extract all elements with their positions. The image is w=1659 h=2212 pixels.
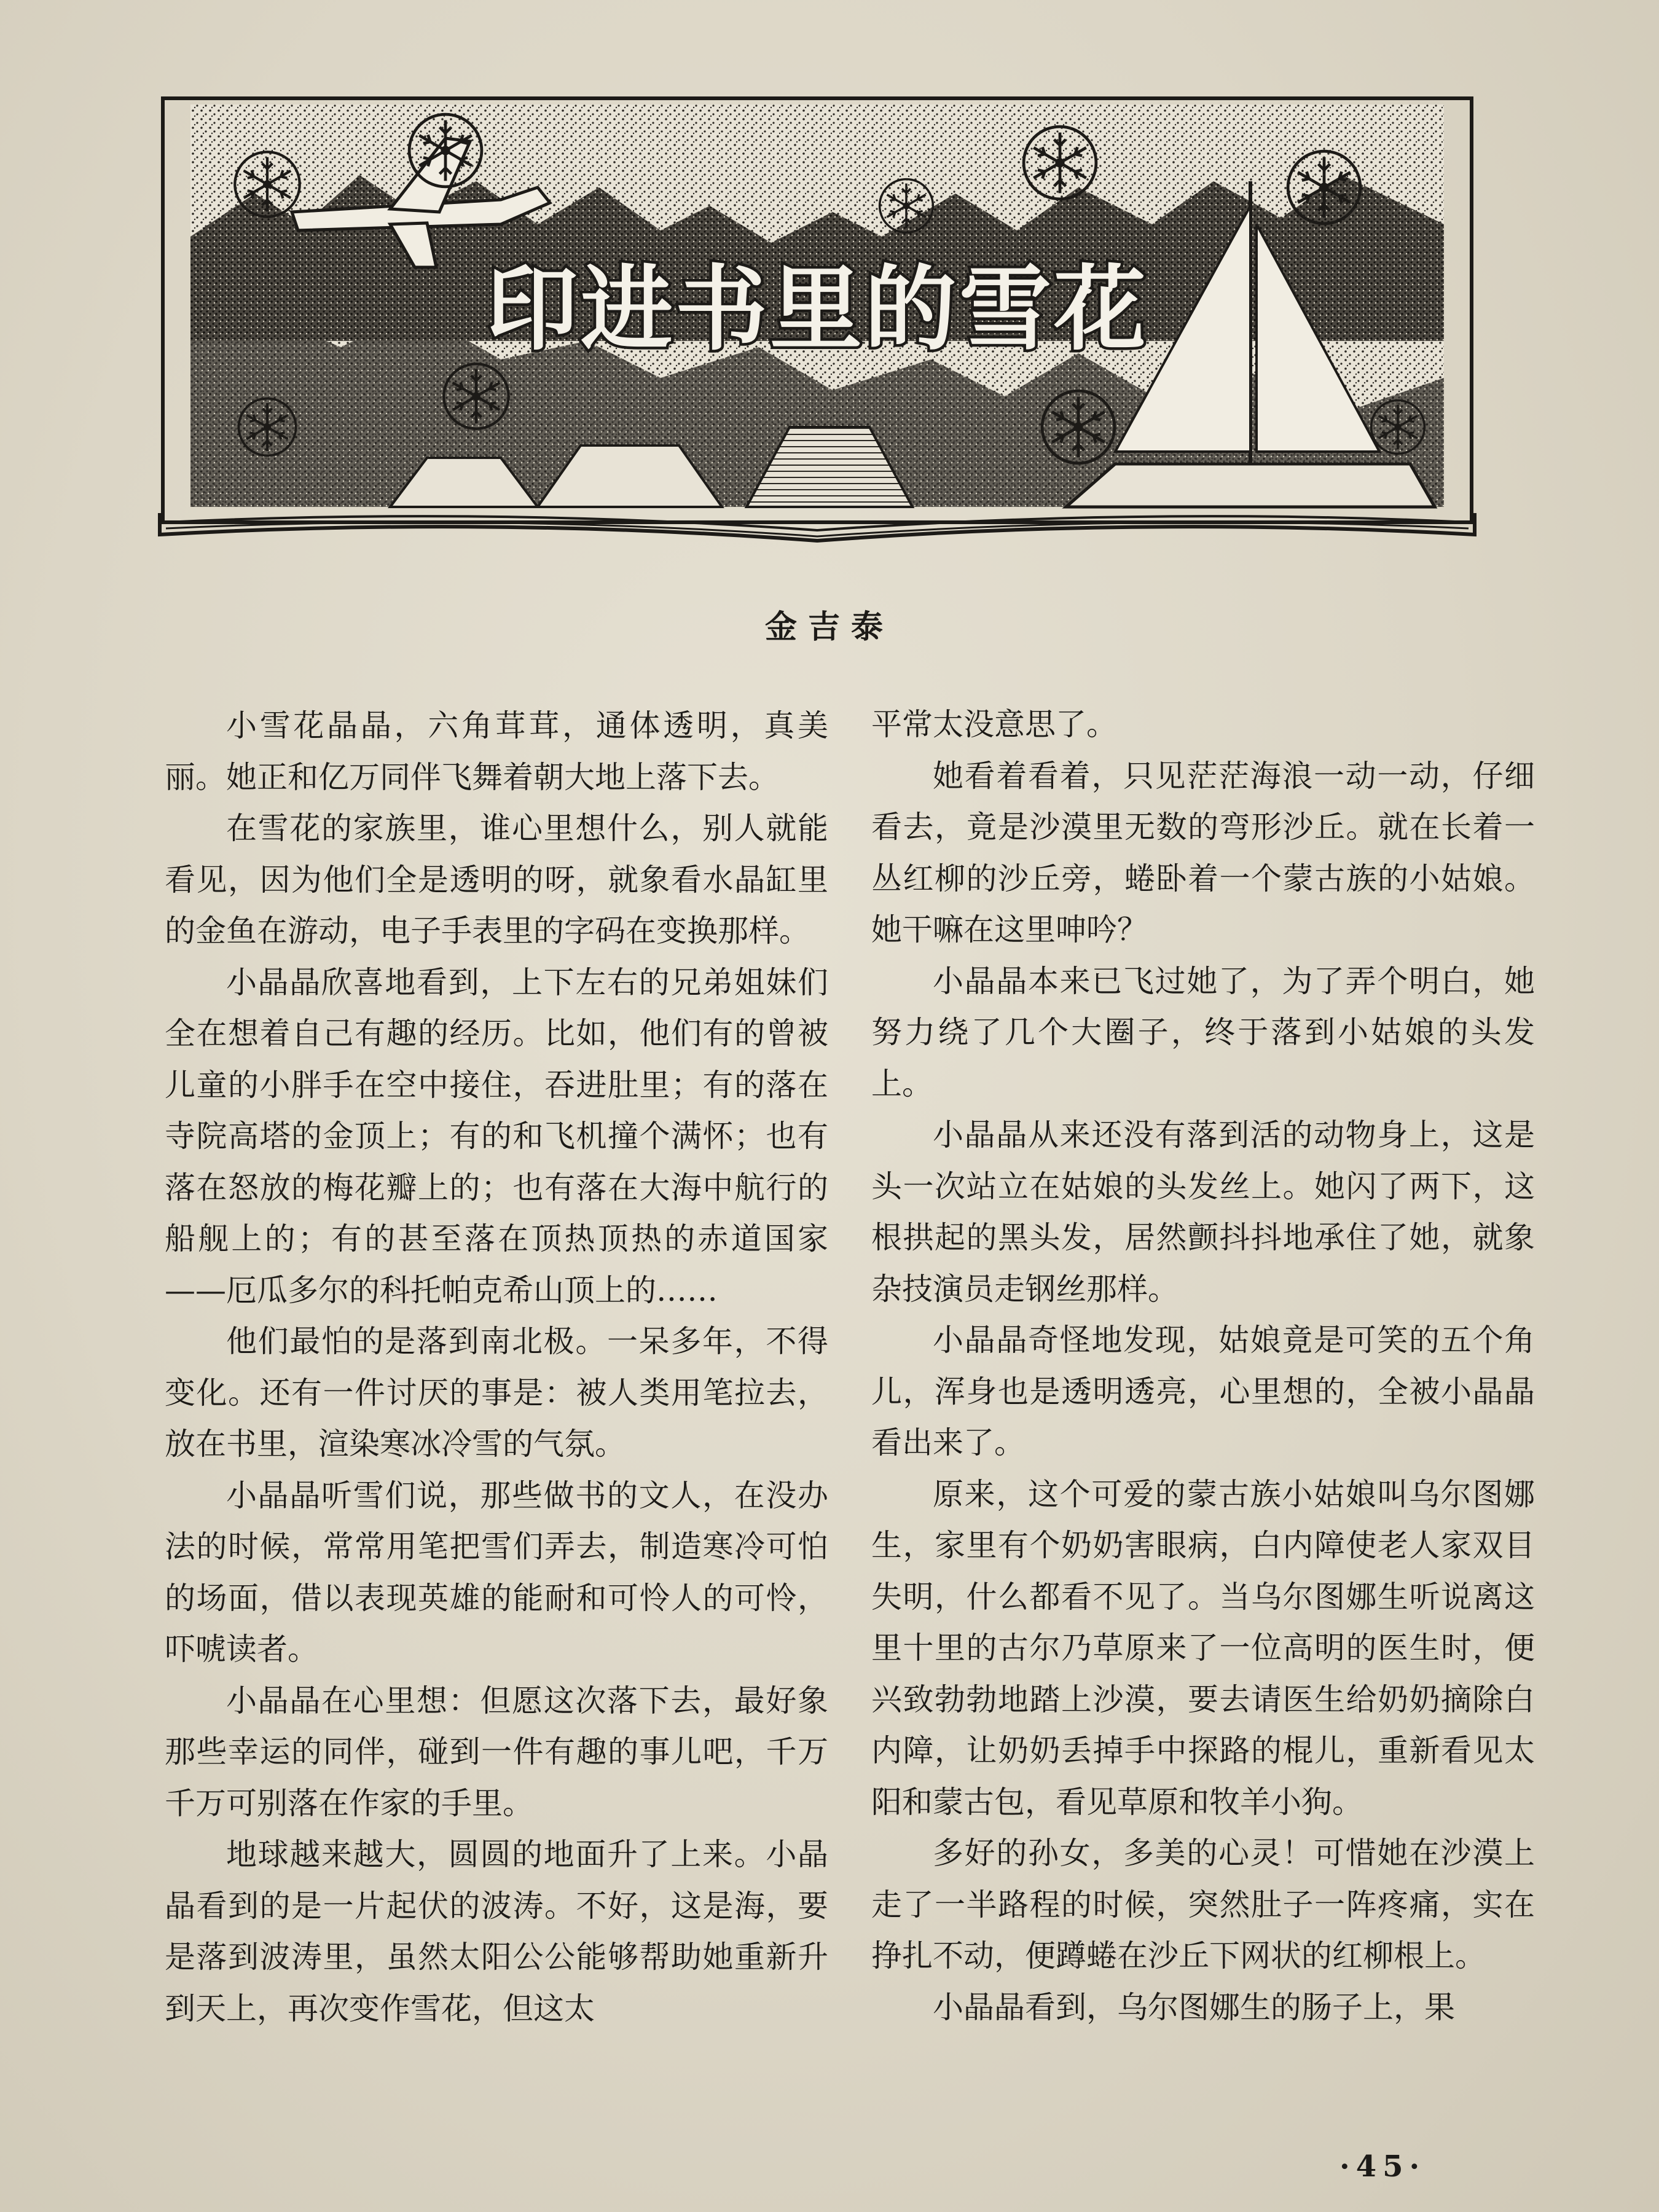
paragraph: 小雪花晶晶，六角茸茸，通体透明，真美丽。她正和亿万同伴飞舞着朝大地上落下去。 xyxy=(165,708,828,795)
paragraph: 小晶晶从来还没有落到活的动物身上，这是头一次站立在姑娘的头发丝上。她闪了两下，这根拱起的黑头发，居然颤抖抖地承住了她，就象杂技演员走钢丝那样。 xyxy=(871,1117,1535,1307)
paragraph: 他们最怕的是落到南北极。一呆多年，不得变化。还有一件讨厌的事是：被人类用笔拉去，放在书里，渲染寒冰冷雪的气氛。 xyxy=(165,1324,828,1462)
paragraph: 小晶晶看到，乌尔图娜生的肠子上，果 xyxy=(933,1989,1455,2025)
paragraph: 地球越来越大，圆圆的地面升了上来。小晶晶看到的是一片起伏的波涛。不好，这是海，要是落到波涛里，虽然太阳公公能够帮助她重新升到天上，再次变作雪花，但这太 xyxy=(165,1837,828,2026)
author-name: 金吉泰 xyxy=(764,608,894,646)
paragraph: 小晶晶在心里想：但愿这次落下去，最好象那些幸运的同伴，碰到一件有趣的事儿吧，千万千万可别落在作家的手里。 xyxy=(165,1682,828,1821)
paragraph: 小晶晶奇怪地发现，姑娘竟是可笑的五个角儿，浑身也是透明透亮，心里想的，全被小晶晶看出来了。 xyxy=(871,1322,1535,1461)
body-column-right xyxy=(871,699,1535,2033)
article-title: 印进书里的雪花 xyxy=(485,256,1149,363)
paragraph: 在雪花的家族里，谁心里想什么，别人就能看见，因为他们全是透明的呀，就象看水晶缸里的金鱼在游动，电子手表里的字码在变换那样。 xyxy=(165,810,828,949)
paragraph: 多好的孙女，多美的心灵！可惜她在沙漠上走了一半路程的时候，突然肚子一阵疼痛，实在挣扎不动，便蹲蜷在沙丘下网状的红柳根上。 xyxy=(871,1835,1535,1974)
page-number: ·45· xyxy=(1339,2149,1426,2184)
header-illustration xyxy=(157,83,1478,550)
paragraph-continuation: 平常太没意思了。 xyxy=(871,707,1117,742)
paragraph: 小晶晶欣喜地看到，上下左右的兄弟姐妹们全在想着自己有趣的经历。比如，他们有的曾被儿童的小胖手在空中接住，吞进肚里；有的落在寺院高塔的金顶上；有的和飞机撞个满怀；也有落在怒放的梅花瓣上的；也有落在大海中航行的船舰上的；有的甚至落在顶热顶热的赤道国家——厄瓜多尔的科托帕克希山顶上的…… xyxy=(165,964,828,1308)
paragraph: 原来，这个可爱的蒙古族小姑娘叫乌尔图娜生，家里有个奶奶害眼病，白内障使老人家双目失明，什么都看不见了。当乌尔图娜生听说离这里十里的古尔乃草原来了一位高明的医生时，便兴致勃勃地踏上沙漠，要去请医生给奶奶摘除白内障，让奶奶丢掉手中探路的棍儿，重新看见太阳和蒙古包，看见草原和牧羊小狗。 xyxy=(871,1476,1535,1820)
paragraph: 她看着看着，只见茫茫海浪一动一动，仔细看去，竟是沙漠里无数的弯形沙丘。就在长着一丛红柳的沙丘旁，蜷卧着一个蒙古族的小姑娘。她干嘛在这里呻吟？ xyxy=(871,758,1535,947)
body-column-left xyxy=(165,700,828,2034)
paragraph: 小晶晶本来已飞过她了，为了弄个明白，她努力绕了几个大圈子，终于落到小姑娘的头发上。 xyxy=(871,963,1535,1102)
paragraph: 小晶晶听雪们说，那些做书的文人，在没办法的时候，常常用笔把雪们弄去，制造寒冷可怕的场面，借以表现英雄的能耐和可怜人的可怜，吓唬读者。 xyxy=(165,1477,828,1667)
